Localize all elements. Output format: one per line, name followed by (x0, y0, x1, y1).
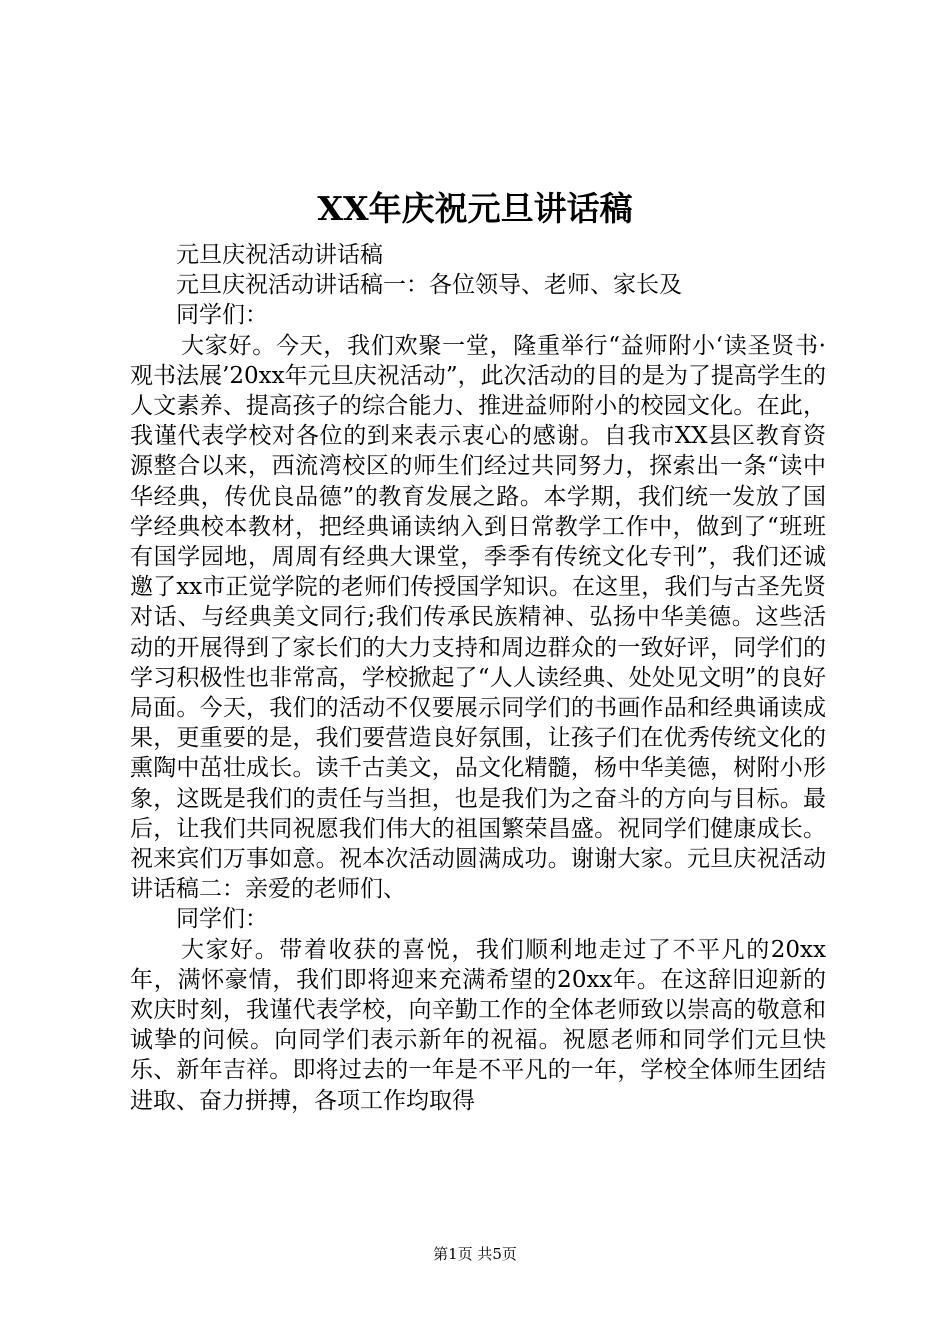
paragraph-greeting-two: 同学们： (176, 906, 268, 933)
paragraph-heading: 元旦庆祝活动讲话稿 (176, 242, 383, 268)
page-number-footer: 第1页 共5页 (433, 1245, 517, 1263)
document-title: XX年庆祝元旦讲话稿 (317, 189, 633, 228)
paragraph-intro: 元旦庆祝活动讲话稿一：各位领导、老师、家长及 (176, 272, 682, 299)
document-body (130, 240, 826, 1116)
paragraph-greeting: 同学们： (176, 302, 268, 329)
paragraph-speech-one: 大家好。今天，我们欢聚一堂，隆重举行“益师附小‘读圣贤书·观书法展’20xx年元旦庆祝活动”，此次活动的目的是为了提高学生的人文素养、提高孩子的综合能力、推进益师附小的校园文化。在此，我谨代表学校对各位的到来表示衷心的感谢。自我市XX县区教育资源整合以来，西流湾校区的师生们经过共同努力，探索出一条“读中华经典，传优良品德”的教育发展之路。本学期，我们统一发放了国学经典校本教材，把经典诵读纳入到日常教学工作中，做到了“班班有国学园地，周周有经典大课堂，季季有传统文化专刊”，我们还诚邀了xx市正觉学院的老师们传授国学知识。在这里，我们与古圣先贤对话、与经典美文同行;我们传承民族精神、弘扬中华美德。这些活动的开展得到了家长们的大力支持和周边群众的一致好评，同学们的学习积极性也非常高，学校掀起了“人人读经典、处处见文明”的良好局面。今天，我们的活动不仅要展示同学们的书画作品和经典诵读成果，更重要的是，我们要营造良好氛围，让孩子们在优秀传统文化的熏陶中茁壮成长。读千古美文，品文化精髓，杨中华美德，树附小形象，这既是我们的责任与当担，也是我们为之奋斗的方向与目标。最后，让我们共同祝愿我们伟大的祖国繁荣昌盛。祝同学们健康成长。祝来宾们万事如意。祝本次活动圆满成功。谢谢大家。元旦庆祝活动讲话稿二：亲爱的老师们、 (130, 332, 826, 903)
paragraph-speech-two: 大家好。带着收获的喜悦，我们顺利地走过了不平凡的20xx年，满怀豪情，我们即将迎来充满希望的20xx年。在这辞旧迎新的欢庆时刻，我谨代表学校，向辛勤工作的全体老师致以崇高的敬意和诚挚的问候。向同学们表示新年的祝福。祝愿老师和同学们元旦快乐、新年吉祥。即将过去的一年是不平凡的一年，学校全体师生团结进取、奋力拼搏，各项工作均取得 (130, 936, 826, 1114)
